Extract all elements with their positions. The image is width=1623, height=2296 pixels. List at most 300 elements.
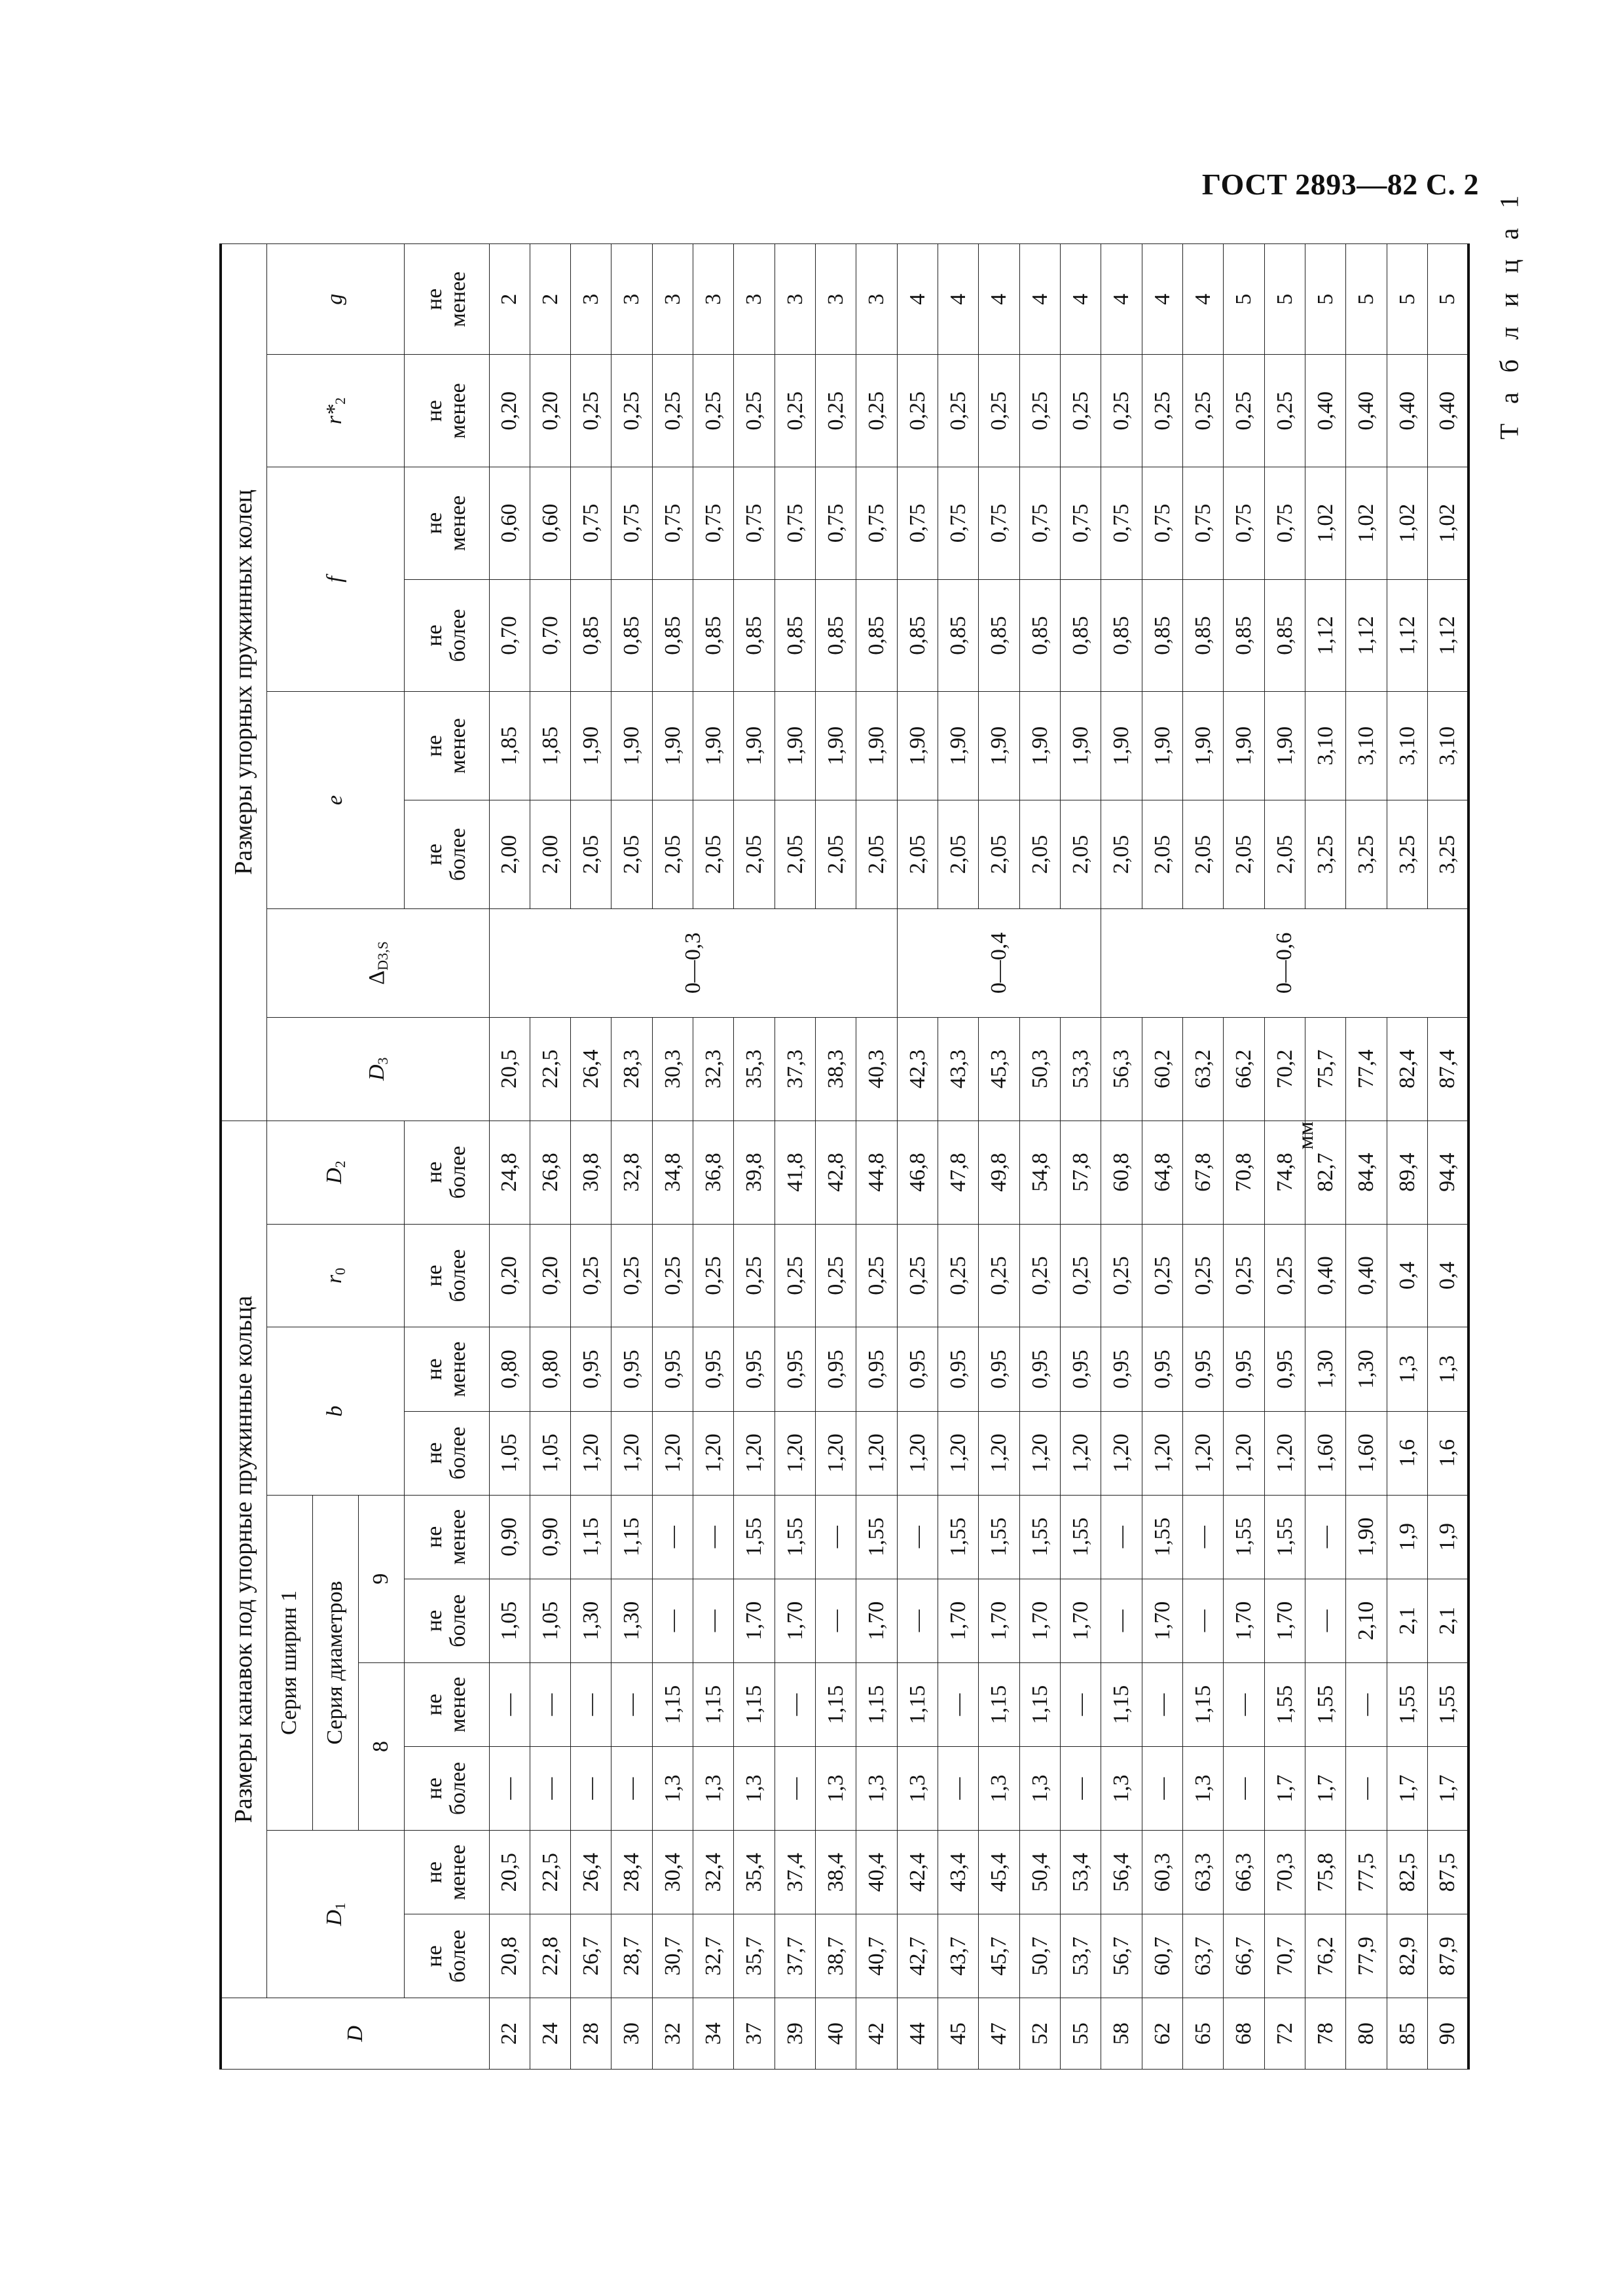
table-cell: 0,95 (856, 1327, 897, 1411)
table-cell: 1,85 (489, 692, 530, 800)
table-cell: 50,3 (1019, 1017, 1060, 1121)
table-row (652, 244, 693, 2070)
table-cell: 1,3 (1428, 1327, 1468, 1411)
table-cell: 0,85 (1183, 579, 1224, 692)
table-row (816, 244, 856, 2070)
table-cell: 35,7 (734, 1914, 775, 1998)
table-cell: 28,3 (611, 1017, 652, 1121)
table-row (897, 244, 938, 2070)
table-cell: 0,75 (979, 467, 1019, 580)
table-cell: 1,15 (1019, 1662, 1060, 1746)
table-cell: 0,85 (938, 579, 979, 692)
table-cell: 0,25 (775, 355, 815, 467)
group-header-grooves: Размеры канавок под упорные пружинные кольца (221, 1121, 266, 1998)
table-cell: — (938, 1662, 979, 1746)
table-cell: 38,4 (816, 1831, 856, 1914)
table-cell: 1,12 (1346, 579, 1387, 692)
table-cell: — (489, 1747, 530, 1831)
table-cell: 63,2 (1183, 1017, 1224, 1121)
table-cell: 0,75 (775, 467, 815, 580)
table-cell: 0,85 (693, 579, 734, 692)
table-cell: 3,25 (1387, 800, 1427, 909)
table-cell: 0,4 (1387, 1224, 1427, 1327)
table-cell: 0,25 (611, 1224, 652, 1327)
dimensions-table (219, 243, 1470, 2070)
table-cell: 0,25 (693, 1224, 734, 1327)
table-cell: 2,05 (693, 800, 734, 909)
table-cell: 1,3 (979, 1747, 1019, 1831)
table-cell: 22,5 (530, 1017, 570, 1121)
table-cell: 0,25 (816, 355, 856, 467)
table-cell: 2,05 (1224, 800, 1264, 909)
table-cell: 1,6 (1387, 1411, 1427, 1495)
table-cell: 0,25 (1264, 355, 1305, 467)
table-cell: 0,85 (1061, 579, 1101, 692)
table-cell: 60,2 (1142, 1017, 1182, 1121)
table-cell: 1,15 (571, 1495, 611, 1579)
table-cell: 0,25 (734, 355, 775, 467)
table-cell: 2 (530, 244, 570, 355)
table-cell: 2,05 (816, 800, 856, 909)
table-cell: 0,90 (530, 1495, 570, 1579)
table-cell: 40,3 (856, 1017, 897, 1121)
table-cell: 2,05 (1101, 800, 1142, 909)
table-cell: 1,6 (1428, 1411, 1468, 1495)
table-cell: — (1142, 1747, 1182, 1831)
table-cell: 35,4 (734, 1831, 775, 1914)
table-cell: 1,90 (938, 692, 979, 800)
table-cell: 0,80 (489, 1327, 530, 1411)
table-cell: 24,8 (489, 1121, 530, 1224)
table-cell: 5 (1264, 244, 1305, 355)
table-cell: 3 (816, 244, 856, 355)
table-cell: 60,7 (1142, 1914, 1182, 1998)
table-cell: 26,4 (571, 1017, 611, 1121)
table-cell: 0,25 (1224, 1224, 1264, 1327)
table-cell: 1,55 (979, 1495, 1019, 1579)
subheader-row (404, 244, 489, 2070)
table-cell: 2,10 (1346, 1579, 1387, 1662)
table-cell: 0,95 (693, 1327, 734, 1411)
table-cell: 1,3 (652, 1747, 693, 1831)
table-cell: 1,70 (979, 1579, 1019, 1662)
table-cell: 1,55 (1428, 1662, 1468, 1746)
table-cell: — (1346, 1662, 1387, 1746)
table-cell: 1,90 (897, 692, 938, 800)
table-cell: 0,75 (938, 467, 979, 580)
table-cell: 72 (1264, 1998, 1305, 2070)
table-cell: 5 (1224, 244, 1264, 355)
table-cell: 1,20 (1101, 1411, 1142, 1495)
table-cell: 0,95 (1061, 1327, 1101, 1411)
table-cell: 1,7 (1305, 1747, 1346, 1831)
table-cell: 43,4 (938, 1831, 979, 1914)
table-cell: 32,8 (611, 1121, 652, 1224)
col-header-D: D (221, 1998, 489, 2070)
table-cell: 42,4 (897, 1831, 938, 1914)
table-row (1264, 244, 1305, 2070)
table-cell: 1,55 (1264, 1662, 1305, 1746)
table-cell: 1,70 (1019, 1579, 1060, 1662)
table-cell: 2,05 (652, 800, 693, 909)
table-cell: 82,7 (1305, 1121, 1346, 1224)
col-header-r2: $r*_2$ (266, 355, 404, 467)
table-cell: 1,90 (1061, 692, 1101, 800)
table-cell: 41,8 (775, 1121, 815, 1224)
series-9-header: 9 (358, 1495, 404, 1662)
table-cell: 0,95 (897, 1327, 938, 1411)
table-cell: 40 (816, 1998, 856, 2070)
table-cell: 0,25 (1224, 355, 1264, 467)
table-cell: 0,85 (897, 579, 938, 692)
table-cell: 0,75 (1019, 467, 1060, 580)
table-cell: 4 (1019, 244, 1060, 355)
subheader-ne-bolee: не более (404, 1224, 489, 1327)
table-cell: — (1183, 1495, 1224, 1579)
table-cell: 1,90 (652, 692, 693, 800)
table-cell: 0,25 (856, 355, 897, 467)
table-cell: 0,95 (571, 1327, 611, 1411)
table-cell: 70,3 (1264, 1831, 1305, 1914)
table-cell: 2,05 (856, 800, 897, 909)
table-cell: 1,55 (938, 1495, 979, 1579)
table-cell: 4 (1142, 244, 1182, 355)
table-cell: 0,25 (652, 1224, 693, 1327)
table-cell: 0,75 (1101, 467, 1142, 580)
table-cell: 3,25 (1428, 800, 1468, 909)
table-cell: 0,75 (1264, 467, 1305, 580)
col-header-g: g (266, 244, 404, 355)
table-cell: 30,7 (652, 1914, 693, 1998)
table-cell: 0,85 (652, 579, 693, 692)
col-header-r0: $r_0$ (266, 1224, 404, 1327)
table-cell: 42 (856, 1998, 897, 2070)
table-cell: 0,40 (1346, 1224, 1387, 1327)
table-cell: 60,8 (1101, 1121, 1142, 1224)
table-cell: 67,8 (1183, 1121, 1224, 1224)
table-cell: 1,20 (571, 1411, 611, 1495)
table-cell: 3 (571, 244, 611, 355)
table-cell: 1,20 (1224, 1411, 1264, 1495)
table-cell: — (1101, 1495, 1142, 1579)
table-cell: 38,7 (816, 1914, 856, 1998)
table-cell: 3 (652, 244, 693, 355)
table-cell: 0,75 (1061, 467, 1101, 580)
subheader-ne-bolee: не более (404, 579, 489, 692)
subheader-ne-bolee: не более (404, 1747, 489, 1831)
table-cell: — (816, 1579, 856, 1662)
table-cell: 1,02 (1387, 467, 1427, 580)
table-row (1183, 244, 1224, 2070)
table-cell: 0,85 (816, 579, 856, 692)
table-cell: 0,95 (1101, 1327, 1142, 1411)
table-cell: 63,3 (1183, 1831, 1224, 1914)
table-cell: 0,70 (530, 579, 570, 692)
table-cell: 0,75 (571, 467, 611, 580)
table-cell: — (611, 1747, 652, 1831)
table-cell: 26,4 (571, 1831, 611, 1914)
table-cell: 3,25 (1346, 800, 1387, 909)
table-cell: 0,40 (1387, 355, 1427, 467)
table-cell: — (571, 1747, 611, 1831)
table-cell: 68 (1224, 1998, 1264, 2070)
table-cell: 82,9 (1387, 1914, 1427, 1998)
table-cell: 0,95 (1183, 1327, 1224, 1411)
table-cell: 24 (530, 1998, 570, 2070)
table-cell: 70,8 (1224, 1121, 1264, 1224)
table-cell: 0,95 (734, 1327, 775, 1411)
table-cell: 1,15 (652, 1662, 693, 1746)
table-cell: 2,05 (734, 800, 775, 909)
table-cell: 1,3 (897, 1747, 938, 1831)
table-cell: 1,3 (1019, 1747, 1060, 1831)
table-cell: 3 (856, 244, 897, 355)
table-cell: 54,8 (1019, 1121, 1060, 1224)
table-cell: 90 (1428, 1998, 1468, 2070)
table-cell: 0,25 (938, 355, 979, 467)
table-cell: — (530, 1747, 570, 1831)
table-cell: 1,90 (1264, 692, 1305, 800)
table-row (1019, 244, 1060, 2070)
table-cell: 47 (979, 1998, 1019, 2070)
table-cell: 53,4 (1061, 1831, 1101, 1914)
table-cell: 0,25 (571, 1224, 611, 1327)
table-cell: 1,70 (1142, 1579, 1182, 1662)
series-8-header: 8 (358, 1662, 404, 1830)
subheader-ne-menee: не менее (404, 1495, 489, 1579)
table-cell: 22 (489, 1998, 530, 2070)
table-cell: 0,25 (693, 355, 734, 467)
table-cell: 1,12 (1428, 579, 1468, 692)
table-cell: 1,30 (1346, 1327, 1387, 1411)
table-cell: 0,95 (611, 1327, 652, 1411)
table-row (1346, 244, 1387, 2070)
table-cell: 52 (1019, 1998, 1060, 2070)
table-cell: 0,4 (1428, 1224, 1468, 1327)
subheader-ne-menee: не менее (404, 1662, 489, 1746)
table-cell: 1,3 (734, 1747, 775, 1831)
table-cell: 87,5 (1428, 1831, 1468, 1914)
table-cell: 53,7 (1061, 1914, 1101, 1998)
table-cell: 0,75 (652, 467, 693, 580)
table-cell: — (693, 1495, 734, 1579)
table-cell: 3,10 (1305, 692, 1346, 800)
table-cell: 0,20 (489, 1224, 530, 1327)
table-cell: 75,8 (1305, 1831, 1346, 1914)
table-cell: 0,25 (1101, 355, 1142, 467)
table-cell: — (530, 1662, 570, 1746)
table-caption: Т а б л и ц а 1 (1494, 188, 1524, 440)
table-cell: 0,75 (897, 467, 938, 580)
subheader-ne-menee: не менее (404, 1831, 489, 1914)
table-cell: 37,3 (775, 1017, 815, 1121)
table-cell: 2,05 (1264, 800, 1305, 909)
table-cell: 1,55 (1061, 1495, 1101, 1579)
table-cell: 0,25 (1142, 355, 1182, 467)
table-cell: 70,2 (1264, 1017, 1305, 1121)
table-cell: 1,90 (775, 692, 815, 800)
table-cell: 0,75 (856, 467, 897, 580)
table-row (775, 244, 815, 2070)
table-cell: 1,30 (611, 1579, 652, 1662)
table-cell: 26,7 (571, 1914, 611, 1998)
table-cell: 55 (1061, 1998, 1101, 2070)
table-cell: 0,25 (897, 355, 938, 467)
table-cell: 3,25 (1305, 800, 1346, 909)
table-cell: 1,12 (1387, 579, 1427, 692)
table-cell: 0,25 (775, 1224, 815, 1327)
table-cell: 1,85 (530, 692, 570, 800)
subheader-ne-menee: не менее (404, 355, 489, 467)
table-cell: 49,8 (979, 1121, 1019, 1224)
table-cell: 50,7 (1019, 1914, 1060, 1998)
table-cell: 0,85 (856, 579, 897, 692)
table-cell: 4 (979, 244, 1019, 355)
table-cell: 3 (611, 244, 652, 355)
table-row (530, 244, 570, 2070)
table-cell: — (489, 1662, 530, 1746)
table-cell: 77,9 (1346, 1914, 1387, 1998)
table-cell: 0,25 (1061, 1224, 1101, 1327)
subheader-ne-menee: не менее (404, 467, 489, 580)
table-cell: 32,7 (693, 1914, 734, 1998)
table-cell: 0,95 (1019, 1327, 1060, 1411)
table-cell: 84,4 (1346, 1121, 1387, 1224)
table-cell: 0,60 (489, 467, 530, 580)
table-cell: 2,05 (938, 800, 979, 909)
table-cell: 0,75 (816, 467, 856, 580)
table-cell: 0,25 (652, 355, 693, 467)
table-cell: 22,8 (530, 1914, 570, 1998)
table-cell: 0,85 (611, 579, 652, 692)
table-cell: 76,2 (1305, 1914, 1346, 1998)
table-row (1387, 244, 1427, 2070)
table-cell: 0,40 (1305, 355, 1346, 467)
table-cell: 1,60 (1305, 1411, 1346, 1495)
col-header-D2: $D_2$ (266, 1121, 404, 1224)
table-cell: 75,7 (1305, 1017, 1346, 1121)
table-cell: 0,25 (611, 355, 652, 467)
table-cell: 37,7 (775, 1914, 815, 1998)
table-cell: — (1101, 1579, 1142, 1662)
table-cell: 0,75 (1142, 467, 1182, 580)
table-cell: — (611, 1662, 652, 1746)
table-cell: 1,3 (1101, 1747, 1142, 1831)
table-cell: 4 (1101, 244, 1142, 355)
table-row (1142, 244, 1182, 2070)
table-cell: 2,05 (1183, 800, 1224, 909)
subheader-ne-bolee: не более (404, 1579, 489, 1662)
table-cell: 5 (1387, 244, 1427, 355)
table-cell: 1,05 (530, 1579, 570, 1662)
table-cell: 1,60 (1346, 1411, 1387, 1495)
table-cell: 94,4 (1428, 1121, 1468, 1224)
table-cell: 1,55 (1305, 1662, 1346, 1746)
table-cell: 2,00 (530, 800, 570, 909)
table-cell: 2,05 (979, 800, 1019, 909)
table-cell: 1,55 (1019, 1495, 1060, 1579)
col-header-f: f (266, 467, 404, 692)
table-cell: 1,15 (693, 1662, 734, 1746)
delta-group-cell: 0—0,4 (897, 908, 1101, 1017)
table-cell: 0,25 (734, 1224, 775, 1327)
table-row (1061, 244, 1101, 2070)
table-cell: 1,05 (530, 1411, 570, 1495)
table-cell: 5 (1305, 244, 1346, 355)
table-cell: 85 (1387, 1998, 1427, 2070)
table-cell: 20,5 (489, 1017, 530, 1121)
table-cell: 1,3 (1387, 1327, 1427, 1411)
table-cell: 1,20 (775, 1411, 815, 1495)
series-width-header: Серия ширин 1 (266, 1495, 312, 1830)
table-cell: 1,90 (1224, 692, 1264, 800)
table-row (734, 244, 775, 2070)
table-cell: 1,20 (611, 1411, 652, 1495)
table-cell: 0,85 (775, 579, 815, 692)
delta-group-cell: 0—0,6 (1101, 908, 1468, 1017)
table-cell: 32,4 (693, 1831, 734, 1914)
table-cell: 30,4 (652, 1831, 693, 1914)
table-cell: 1,90 (1183, 692, 1224, 800)
table-cell: 22,5 (530, 1831, 570, 1914)
table-cell: 38,3 (816, 1017, 856, 1121)
table-cell: 1,90 (856, 692, 897, 800)
table-cell: 1,15 (816, 1662, 856, 1746)
subheader-ne-menee: не менее (404, 244, 489, 355)
table-row (571, 244, 611, 2070)
table-cell: 70,7 (1264, 1914, 1305, 1998)
table-cell: 4 (938, 244, 979, 355)
table-cell: 20,5 (489, 1831, 530, 1914)
table-cell: 3,10 (1346, 692, 1387, 800)
table-cell: — (938, 1747, 979, 1831)
table-cell: 1,70 (1224, 1579, 1264, 1662)
table-cell: 2,05 (1019, 800, 1060, 909)
table-cell: — (1061, 1747, 1101, 1831)
table-cell: 34 (693, 1998, 734, 2070)
table-cell: 0,75 (734, 467, 775, 580)
table-cell: 1,20 (734, 1411, 775, 1495)
table-cell: 2,05 (1142, 800, 1182, 909)
table-cell: 1,20 (1061, 1411, 1101, 1495)
table-cell: 0,25 (938, 1224, 979, 1327)
table-cell: — (693, 1579, 734, 1662)
table-row (693, 244, 734, 2070)
table-cell: — (1224, 1662, 1264, 1746)
table-cell: 56,3 (1101, 1017, 1142, 1121)
table-cell: 1,15 (856, 1662, 897, 1746)
table-cell: — (1346, 1747, 1387, 1831)
table-cell: 0,85 (1224, 579, 1264, 692)
table-cell: 1,3 (816, 1747, 856, 1831)
table-cell: 45,3 (979, 1017, 1019, 1121)
table-cell: 82,5 (1387, 1831, 1427, 1914)
table-cell: 64,8 (1142, 1121, 1182, 1224)
table-cell: 1,12 (1305, 579, 1346, 692)
table-cell: 2,05 (571, 800, 611, 909)
table-cell: 77,5 (1346, 1831, 1387, 1914)
table-cell: 46,8 (897, 1121, 938, 1224)
table-cell: 1,20 (897, 1411, 938, 1495)
table-cell: 0,80 (530, 1327, 570, 1411)
table-cell: 43,7 (938, 1914, 979, 1998)
table-cell: 3 (734, 244, 775, 355)
table-cell: 56,7 (1101, 1914, 1142, 1998)
table-cell: 60,3 (1142, 1831, 1182, 1914)
table-cell: 1,90 (979, 692, 1019, 800)
table-cell: 30,8 (571, 1121, 611, 1224)
table-cell: 0,85 (979, 579, 1019, 692)
